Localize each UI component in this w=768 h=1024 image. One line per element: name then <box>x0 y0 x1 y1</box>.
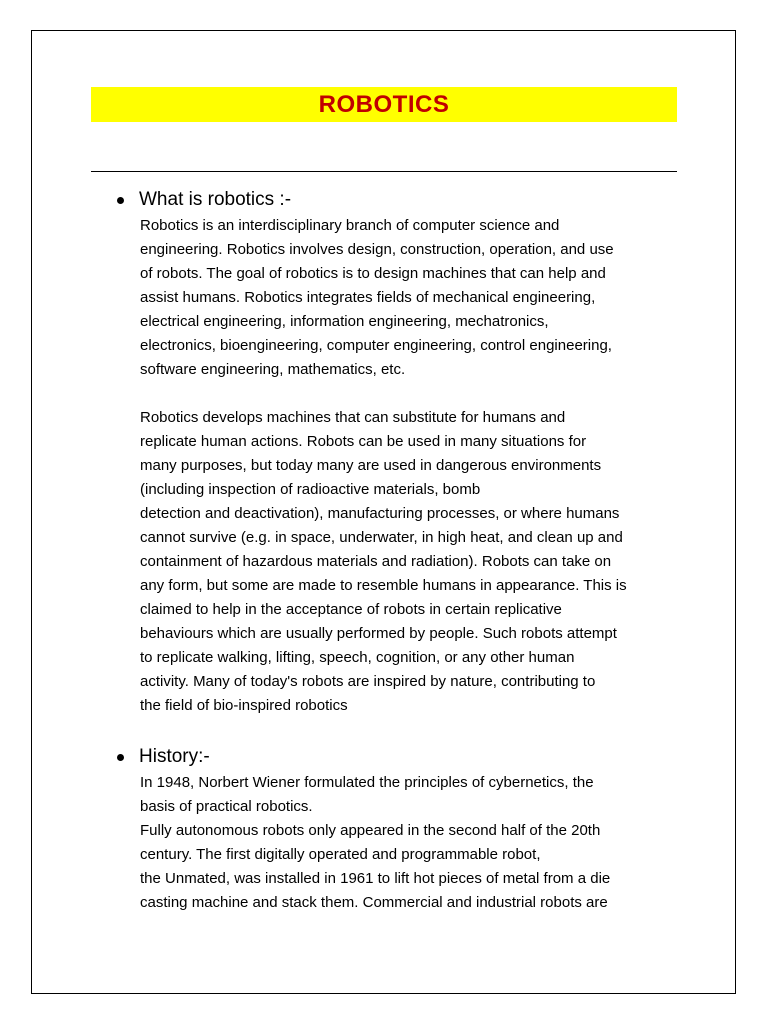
bullet-icon <box>117 197 124 204</box>
bullet-icon <box>117 754 124 761</box>
text-line: assist humans. Robotics integrates fields of mechanical engineering, <box>140 289 596 306</box>
text-line: basis of practical robotics. <box>140 798 313 815</box>
text-line: many purposes, but today many are used in dangerous environments <box>140 457 602 474</box>
section-heading-text: What is robotics :- <box>139 189 292 210</box>
text-line: In 1948, Norbert Wiener formulated the principles of cybernetics, the <box>140 774 594 791</box>
text-line: claimed to help in the acceptance of robots in certain replicative <box>140 601 562 618</box>
text-line: Robotics is an interdisciplinary branch of computer science and <box>140 217 560 234</box>
text-line: software engineering, mathematics, etc. <box>140 361 406 378</box>
text-line: engineering. Robotics involves design, construction, operation, and use <box>140 241 614 258</box>
text-line: century. The first digitally operated and programmable robot, <box>140 846 541 863</box>
paragraph <box>140 214 691 382</box>
text-line: detection and deactivation), manufacturing processes, or where humans <box>140 505 620 522</box>
text-line: any form, but some are made to resemble humans in appearance. This is <box>140 577 627 594</box>
text-line: of robots. The goal of robotics is to design machines that can help and <box>140 265 606 282</box>
text-line: containment of hazardous materials and radiation). Robots can take on <box>140 553 612 570</box>
text-line: replicate human actions. Robots can be used in many situations for <box>140 433 587 450</box>
section-heading <box>91 744 691 770</box>
title-banner <box>91 87 677 122</box>
text-line: cannot survive (e.g. in space, underwater, in high heat, and clean up and <box>140 529 623 546</box>
text-line: Fully autonomous robots only appeared in the second half of the 20th <box>140 822 601 839</box>
text-line: casting machine and stack them. Commercial and industrial robots are <box>140 894 608 911</box>
text-line: electrical engineering, information engineering, mechatronics, <box>140 313 549 330</box>
horizontal-rule <box>91 171 677 172</box>
text-line: the field of bio-inspired robotics <box>140 697 348 714</box>
section-what-is-robotics <box>91 187 691 718</box>
section-heading <box>91 187 691 213</box>
text-line: (including inspection of radioactive materials, bomb <box>140 481 481 498</box>
paragraph <box>140 771 691 915</box>
text-line: behaviours which are usually performed by people. Such robots attempt <box>140 625 617 642</box>
text-line: Robotics develops machines that can substitute for humans and <box>140 409 566 426</box>
section-history <box>91 744 691 915</box>
paragraph <box>140 406 691 718</box>
text-line: activity. Many of today's robots are inspired by nature, contributing to <box>140 673 596 690</box>
document-title: ROBOTICS <box>318 90 450 118</box>
text-line: the Unmated, was installed in 1961 to lift hot pieces of metal from a die <box>140 870 611 887</box>
section-heading-text: History:- <box>139 746 210 767</box>
text-line: electronics, bioengineering, computer engineering, control engineering, <box>140 337 612 354</box>
text-line: to replicate walking, lifting, speech, cognition, or any other human <box>140 649 575 666</box>
